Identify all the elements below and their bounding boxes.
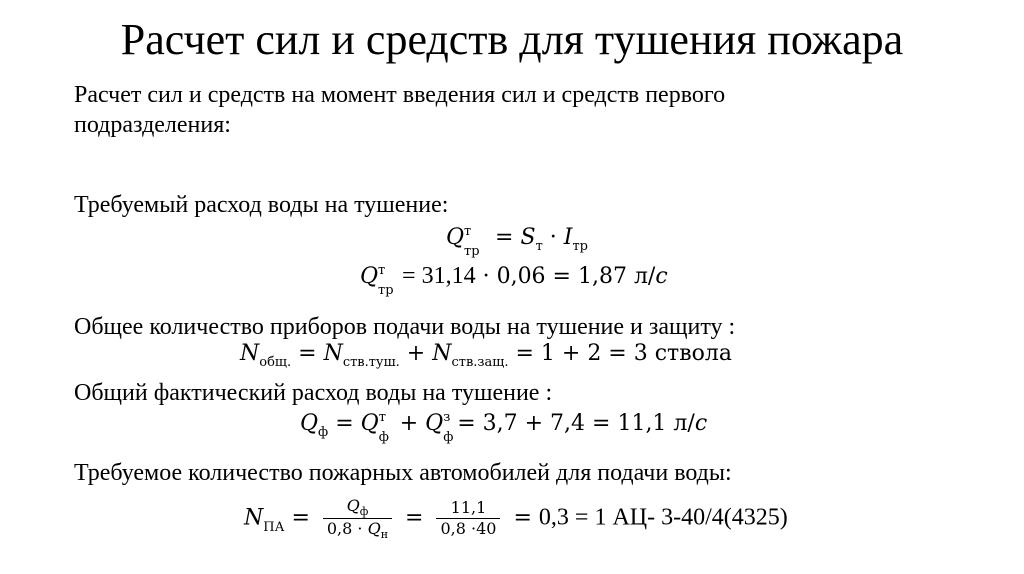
formula-q-sub: тр [464,244,480,259]
formula-q: Q [446,225,465,250]
veh-frac2-den: 0,8 ·40 [436,518,500,539]
af-q-sub: ф [318,425,329,440]
calc-value-serif: = 31,14 [402,263,476,289]
veh-frac1-num-sub: ф [359,505,369,518]
formula-s: S [520,225,536,250]
devices-n3: N [432,341,452,366]
intro-line-2: подразделения: [74,112,231,138]
veh-eq3: = [513,505,532,531]
water-flow-heading: Требуемый расход воды на тушение: [74,192,449,218]
veh-frac1-den-q: Q [367,519,381,538]
formula-s-sub: т [535,239,543,254]
devices-n: N [240,341,260,366]
formula-dot: · [549,225,557,250]
af-q2: Q [360,411,379,436]
calc-unit-c: c [655,264,668,289]
devices-n3-sub: ств.защ. [451,355,509,370]
af-eq: = [335,411,354,436]
af-plus: + [399,411,419,436]
calc-q-sup: т [378,263,386,278]
veh-fraction-1 [323,496,392,541]
vehicles-heading: Требуемое количество пожарных автомобилей для подачи воды: [74,460,732,486]
devices-eq: = [298,341,317,366]
veh-frac1-den: 0,8 · [326,519,368,538]
af-q2-sup: т [378,410,386,425]
af-q3: Q [425,411,444,436]
veh-n: N [244,505,264,531]
devices-n2-sub: ств.туш. [342,355,400,370]
formula-i-sub: тр [572,239,588,254]
devices-result: = 1 + 2 = 3 ствола [515,341,732,366]
calc-q-sub: тр [378,283,394,298]
devices-n-sub: общ. [259,355,292,370]
veh-frac2-num: 11,1 [450,498,487,517]
veh-frac1-num-q: Q [346,496,360,515]
af-result: = 3,7 + 7,4 = 11,1 л/ [457,411,695,436]
devices-heading: Общее количество приборов подачи воды на тушение и защиту : [74,314,736,340]
water-flow-formula [446,224,588,259]
veh-n-sub: ПА [263,519,285,535]
devices-formula [240,340,732,371]
water-flow-calc [360,262,668,298]
veh-eq1: = [291,505,310,531]
devices-plus: + [406,341,426,366]
actual-flow-formula [300,410,708,445]
calc-q: Q [360,264,379,289]
af-unit-c: c [694,411,708,436]
veh-result: 0,3 = 1 АЦ- 3-40/4(4325) [538,504,788,531]
af-q3-sup: з [443,410,451,425]
vehicles-formula [244,496,788,541]
formula-i: I [563,225,573,250]
devices-n2: N [323,341,343,366]
veh-frac1-den-sub: н [380,528,389,541]
formula-q-sup: т [464,224,472,239]
veh-eq2: = [405,505,424,531]
af-q2-sub: ф [378,430,389,445]
veh-fraction-2 [436,498,500,539]
slide-title: Расчет сил и средств для тушения пожара [120,15,904,64]
actual-flow-heading: Общий фактический расход воды на тушение : [74,380,553,406]
af-q3-sub: ф [443,430,454,445]
calc-value: · 0,06 = 1,87 л/ [475,264,656,289]
formula-eq: = [495,225,514,250]
af-q: Q [300,411,319,436]
intro-line-1: Расчет сил и средств на момент введения сил и средств первого [74,82,726,108]
